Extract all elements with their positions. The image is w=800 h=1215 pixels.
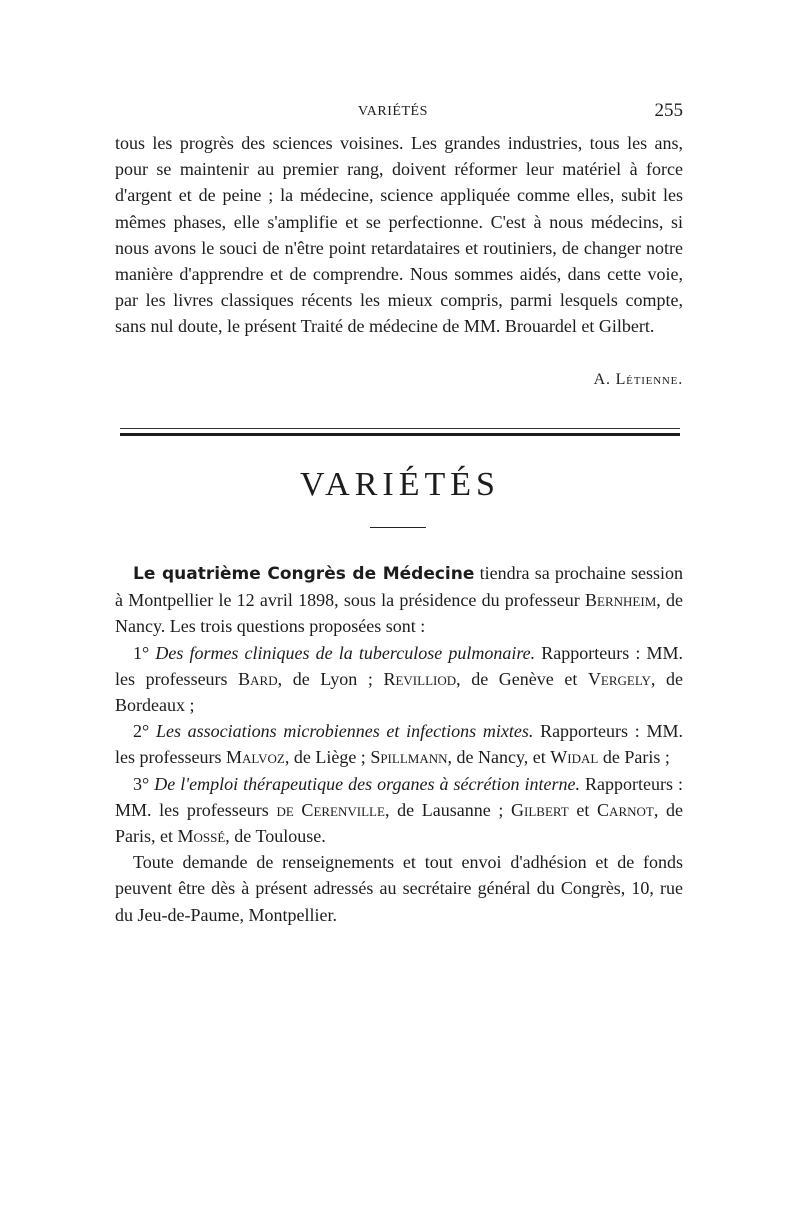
question-1-text-a: Rapporteurs : MM. les professeurs (115, 642, 684, 689)
name-cerenville: de Cerenville (276, 799, 385, 820)
announcement-lead: Le quatrième Congrès de Médecine (133, 564, 475, 584)
question-3-text-c: et (568, 799, 598, 820)
running-title: VARIÉTÉS (358, 104, 428, 119)
name-bard: Bard (238, 668, 278, 689)
section-divider (120, 428, 680, 437)
question-3-text-b: , de Lausanne ; (384, 799, 512, 820)
question-2-text-a: Rapporteurs : MM. les professeurs (115, 721, 683, 768)
question-2-title: Les associations microbiennes et infections mixtes. (155, 721, 534, 742)
question-3-text-a: Rapporteurs : MM. les professeurs (115, 773, 684, 820)
question-2-text-b: , de Liège ; (284, 747, 371, 768)
page-number: 255 (654, 100, 683, 121)
question-1-title: Des formes cliniques de la tuberculose pulmonaire. (155, 642, 536, 663)
question-1 (115, 640, 683, 719)
name-spillmann: Spillmann (370, 747, 448, 768)
intro-paragraph-block (115, 130, 683, 340)
question-2-number: 2° (133, 721, 150, 742)
name-mosse: Mossé (177, 826, 226, 847)
question-2 (115, 718, 683, 770)
article-body (115, 560, 683, 928)
name-malvoz: Malvoz (225, 747, 285, 768)
section-title: VARIÉTÉS (300, 466, 500, 503)
name-widal: Widal (550, 747, 599, 768)
question-3-title: De l'emploi thérapeutique des organes à sécrétion interne. (154, 773, 580, 794)
question-1-text-c: , de Genève et (456, 668, 588, 689)
question-1-number: 1° (133, 642, 150, 663)
question-3-number: 3° (133, 773, 150, 794)
name-carnot: Carnot (597, 799, 654, 820)
announcement-paragraph (115, 560, 683, 640)
divider-thin-line (120, 428, 680, 429)
running-header (115, 100, 683, 124)
question-1-text-b: , de Lyon ; (277, 668, 384, 689)
divider-thick-line (120, 433, 680, 436)
intro-paragraph: tous les progrès des sciences voisines. Les grandes industries, tous les ans, pour se maintenir au premier rang, doivent réformer leur matériel à force d'argent et de peine ; la médecine, science appliquée comme elles, subit les mêmes phases, elle s'amplifie et se perfectionne. C'est à nous médecins, si nous avons le souci de n'être point retardataires et routiniers, de changer notre manière d'apprendre et de comprendre. Nous sommes aidés, dans cette voie, par les livres classiques récents les mieux compris, parmi lesquels compte, sans nul doute, le présent Traité de médecine de MM. Brouardel et Gilbert. (115, 133, 683, 337)
question-3-text-d: , de Paris, et (115, 799, 683, 847)
question-3-text-e: , de Toulouse. (225, 826, 326, 847)
name-gilbert: Gilbert (511, 799, 569, 820)
question-2-text-c: , de Nancy, et (447, 747, 551, 768)
title-underline (370, 527, 426, 528)
closing-paragraph: Toute demande de renseignements et tout envoi d'adhésion et de fonds peuvent être dès à présent adressés au secrétaire général du Congrès, 10, rue du Jeu-de-Paume, Montpellier. (115, 852, 683, 925)
name-vergely: Vergely (587, 668, 651, 689)
announcement-text-a: tiendra sa prochaine session à Montpellier le 12 avril 1898, sous la présidence du professeur (115, 563, 684, 611)
question-2-text-d: de Paris ; (598, 747, 670, 768)
announcement-text-b: , de Nancy. Les trois questions proposées sont : (115, 590, 683, 637)
name-revilliod: Revilliod (383, 668, 457, 689)
name-bernheim: Bernheim (585, 590, 657, 611)
author-signature: A. Létienne. (593, 371, 683, 388)
question-1-text-d: , de Bordeaux ; (115, 668, 683, 716)
question-3 (115, 771, 683, 850)
